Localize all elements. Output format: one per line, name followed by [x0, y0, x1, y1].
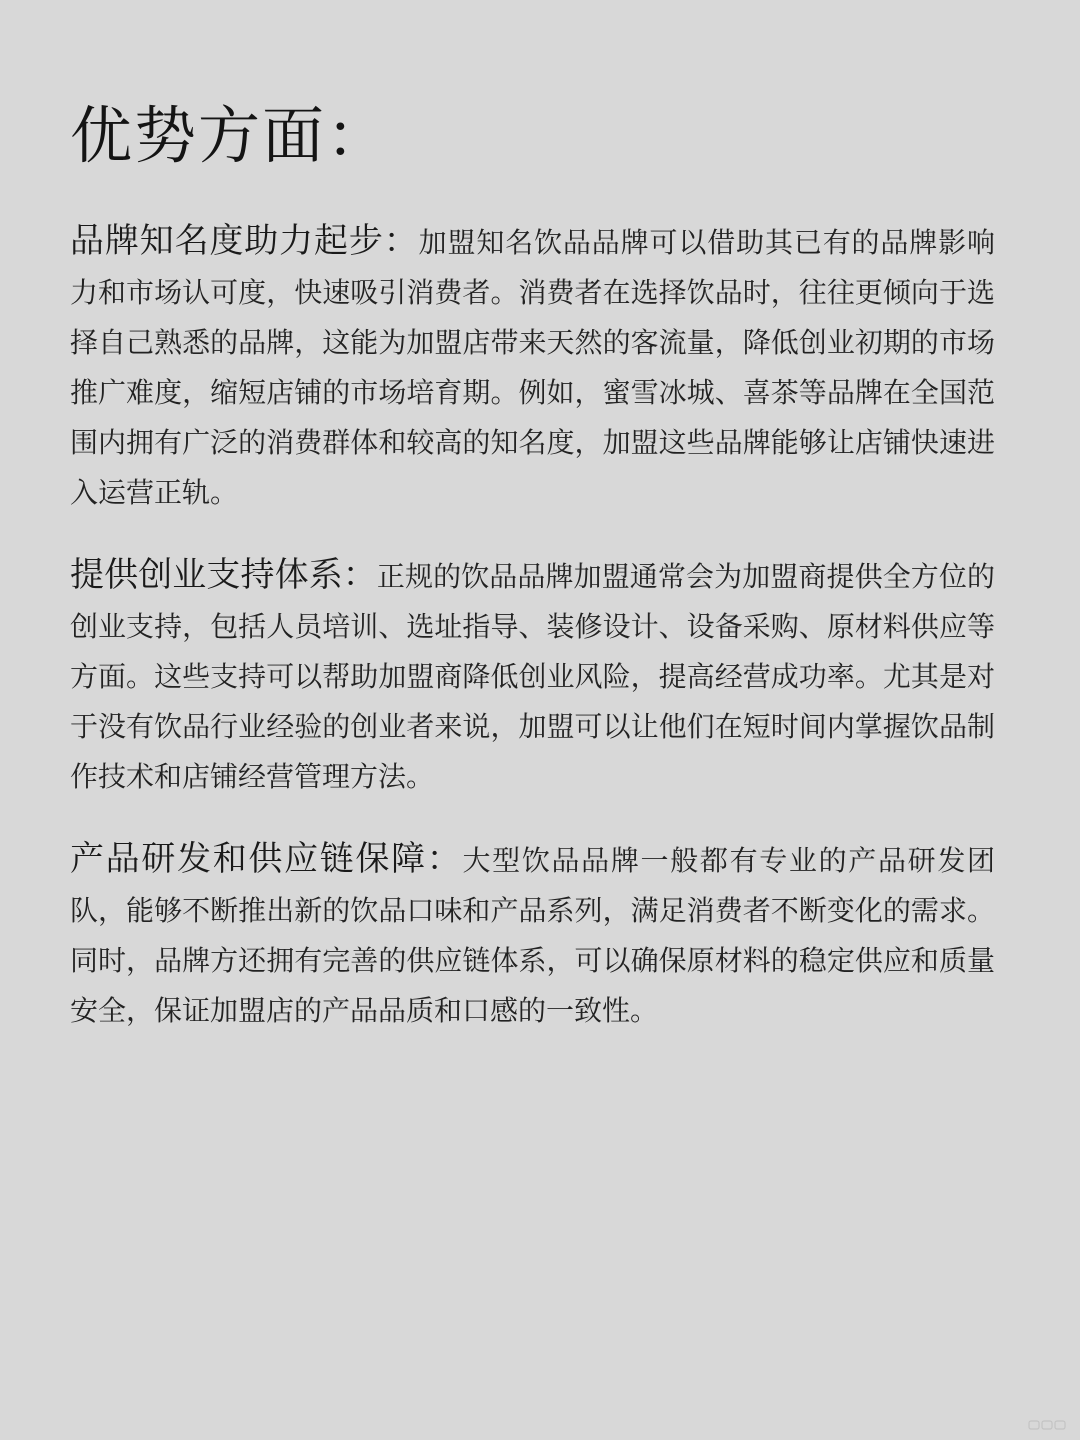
section-body: 加盟知名饮品品牌可以借助其已有的品牌影响力和市场认可度，快速吸引消费者。消费者在选择饮品时，往往更倾向于选择自己熟悉的品牌，这能为加盟店带来天然的客流量，降低创业初期的市场推广难度，缩短店铺的市场培育期。例如，蜜雪冰城、喜茶等品牌在全国范围内拥有广泛的消费群体和较高的知名度，加盟这些品牌能够让店铺快速进入运营正轨。 — [70, 226, 995, 509]
page-title: 优势方面： — [70, 99, 391, 172]
watermark-icon — [1028, 1418, 1068, 1432]
section-heading: 提供创业支持体系： — [70, 555, 377, 595]
section-body: 大型饮品品牌一般都有专业的产品研发团队，能够不断推出新的饮品口味和产品系列，满足消费者不断变化的需求。同时，品牌方还拥有完善的供应链体系，可以确保原材料的稳定供应和质量安全，保证加盟店的产品品质和口感的一致性。 — [70, 844, 995, 1027]
section-heading: 产品研发和供应链保障： — [70, 839, 463, 879]
section-body: 正规的饮品品牌加盟通常会为加盟商提供全方位的创业支持，包括人员培训、选址指导、装修设计、设备采购、原材料供应等方面。这些支持可以帮助加盟商降低创业风险，提高经营成功率。尤其是对于没有饮品行业经验的创业者来说，加盟可以让他们在短时间内掌握饮品制作技术和店铺经营管理方法。 — [70, 560, 995, 793]
section-rd-supply-chain — [70, 834, 995, 1036]
section-startup-support — [70, 550, 995, 802]
section-heading: 品牌知名度助力起步： — [70, 221, 419, 261]
document-page — [70, 0, 995, 1036]
section-brand-awareness — [70, 216, 995, 518]
